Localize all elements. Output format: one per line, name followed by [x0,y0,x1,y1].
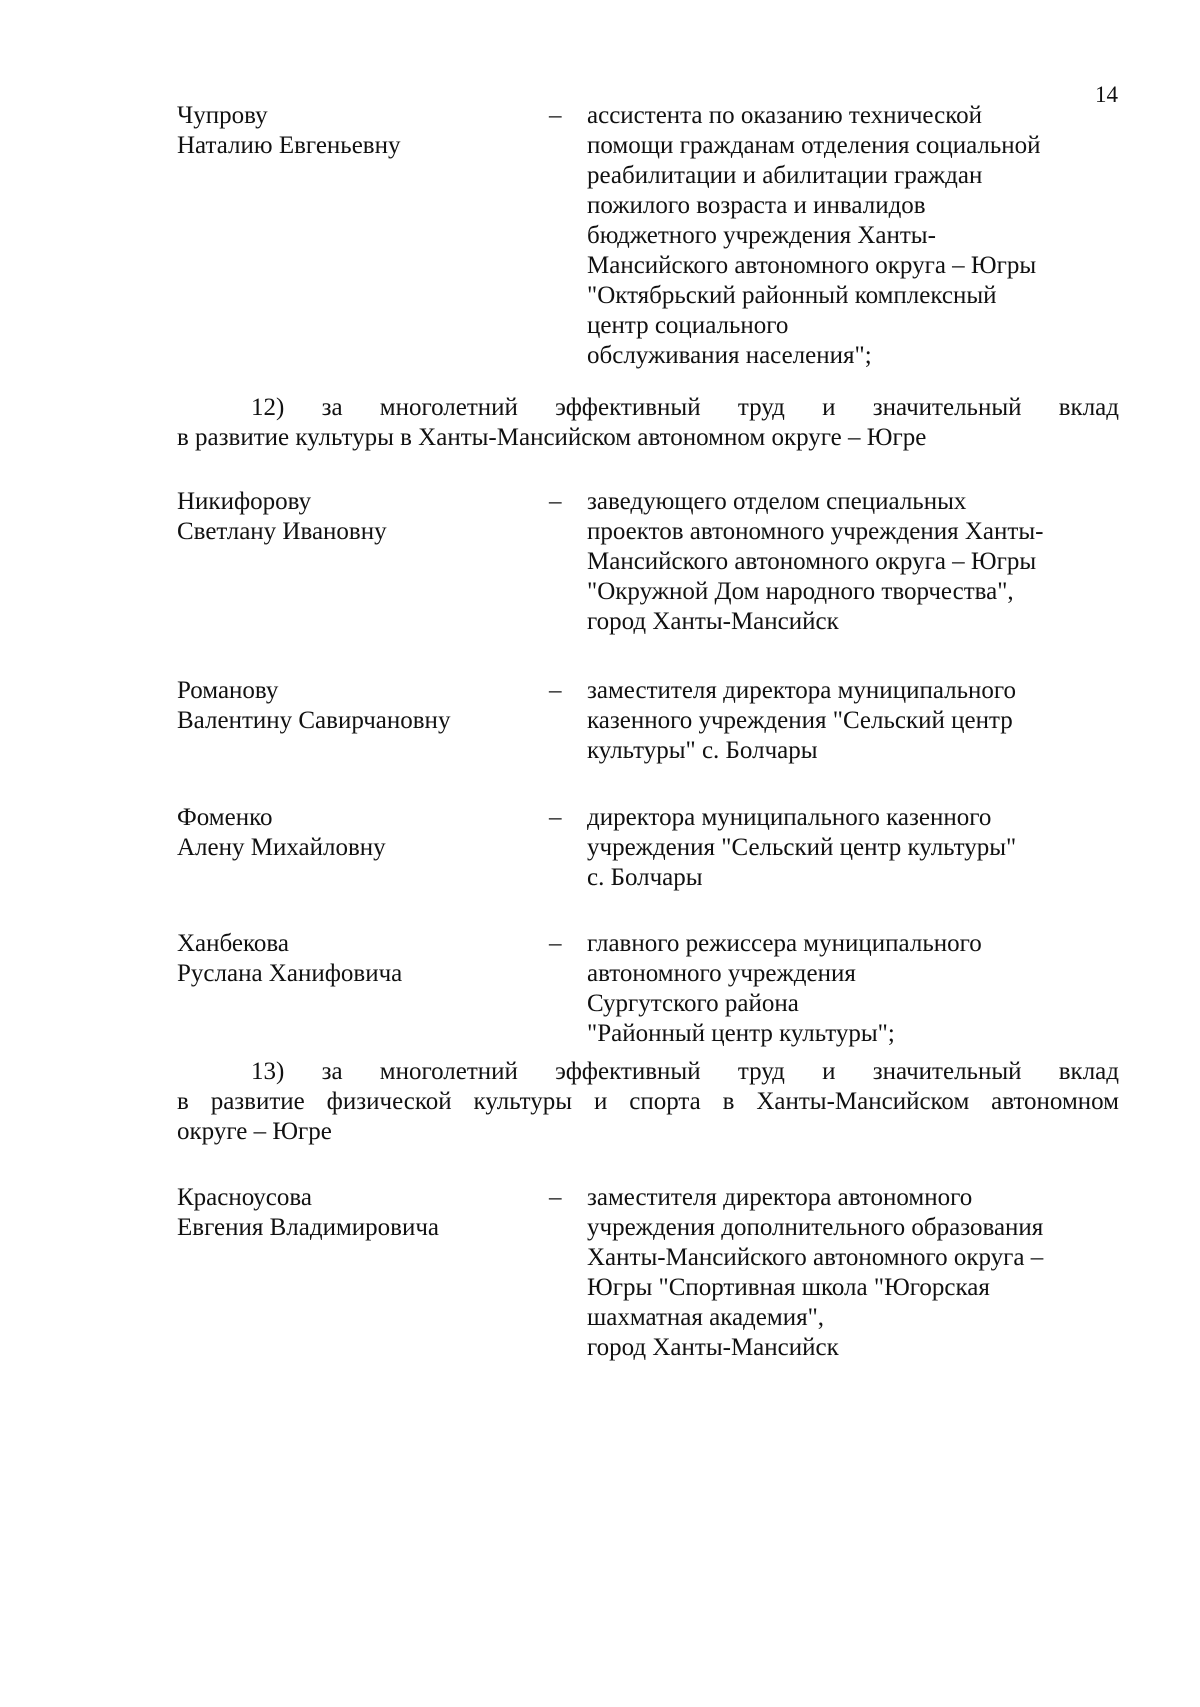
recipient-surname: Чупрову [177,102,268,129]
award-category-paragraph [177,393,1119,453]
position-line: с. Болчары [587,864,703,891]
position-line: реабилитации и абилитации граждан [587,162,983,189]
paragraph-line: 12) за многолетний эффективный труд и значительный вклад [251,394,1119,421]
position-line: "Октябрьский районный комплексный [587,282,997,309]
recipient-name [177,487,537,547]
recipient-surname: Ханбекова [177,930,289,957]
position-line: город Ханты-Мансийск [587,1334,839,1361]
position-line: Мансийского автономного округа – Югры [587,548,1037,575]
entry-dash: – [549,930,562,957]
recipient-surname: Красноусова [177,1184,312,1211]
position-line: главного режиссера муниципального [587,930,982,957]
recipient-given-names: Евгения Владимировича [177,1214,439,1241]
position-line: Сургутского района [587,990,799,1017]
position-line: заведующего отделом специальных [587,488,967,515]
recipient-position [587,101,1127,371]
position-line: "Районный центр культуры"; [587,1020,895,1047]
page-number: 14 [1095,82,1118,107]
recipient-position [587,1183,1127,1363]
position-line: культуры" с. Болчары [587,737,818,764]
entry-dash: – [549,804,562,831]
position-line: "Окружной Дом народного творчества", [587,578,1014,605]
recipient-surname: Никифорову [177,488,312,515]
paragraph-line: в развитие физической культуры и спорта в Ханты-Мансийском автономном [177,1088,1119,1115]
recipient-position [587,803,1127,893]
entry-dash: – [549,488,562,515]
position-line: Ханты-Мансийского автономного округа – [587,1244,1044,1271]
position-line: директора муниципального казенного [587,804,992,831]
position-line: пожилого возраста и инвалидов [587,192,926,219]
recipient-name [177,676,537,736]
position-line: шахматная академия", [587,1304,825,1331]
position-line: Мансийского автономного округа – Югры [587,252,1037,279]
recipient-given-names: Светлану Ивановну [177,518,387,545]
paragraph-line: в развитие культуры в Ханты-Мансийском автономном округе – Югре [177,424,927,451]
position-line: центр социального [587,312,789,339]
position-line: заместителя директора автономного [587,1184,973,1211]
recipient-surname: Фоменко [177,804,273,831]
position-line: казенного учреждения "Сельский центр [587,707,1013,734]
position-line: Югры "Спортивная школа "Югорская [587,1274,990,1301]
position-line: бюджетного учреждения Ханты- [587,222,936,249]
award-category-paragraph [177,1057,1119,1147]
entry-dash: – [549,102,562,129]
recipient-position [587,487,1127,637]
position-line: заместителя директора муниципального [587,677,1017,704]
position-line: ассистента по оказанию технической [587,102,982,129]
recipient-name [177,929,537,989]
position-line: помощи гражданам отделения социальной [587,132,1041,159]
recipient-given-names: Алену Михайловну [177,834,386,861]
position-line: учреждения "Сельский центр культуры" [587,834,1017,861]
recipient-name [177,803,537,863]
recipient-surname: Романову [177,677,279,704]
recipient-given-names: Валентину Савирчановну [177,707,451,734]
entry-dash: – [549,677,562,704]
recipient-name [177,1183,537,1243]
recipient-given-names: Руслана Ханифовича [177,960,403,987]
position-line: город Ханты-Мансийск [587,608,839,635]
recipient-position [587,929,1127,1049]
position-line: обслуживания населения"; [587,342,872,369]
position-line: проектов автономного учреждения Ханты- [587,518,1044,545]
recipient-name [177,101,537,161]
recipient-given-names: Наталию Евгеньевну [177,132,401,159]
paragraph-line: округе – Югре [177,1118,332,1145]
entry-dash: – [549,1184,562,1211]
recipient-position [587,676,1127,766]
paragraph-line: 13) за многолетний эффективный труд и значительный вклад [251,1058,1119,1085]
position-line: учреждения дополнительного образования [587,1214,1044,1241]
position-line: автономного учреждения [587,960,856,987]
